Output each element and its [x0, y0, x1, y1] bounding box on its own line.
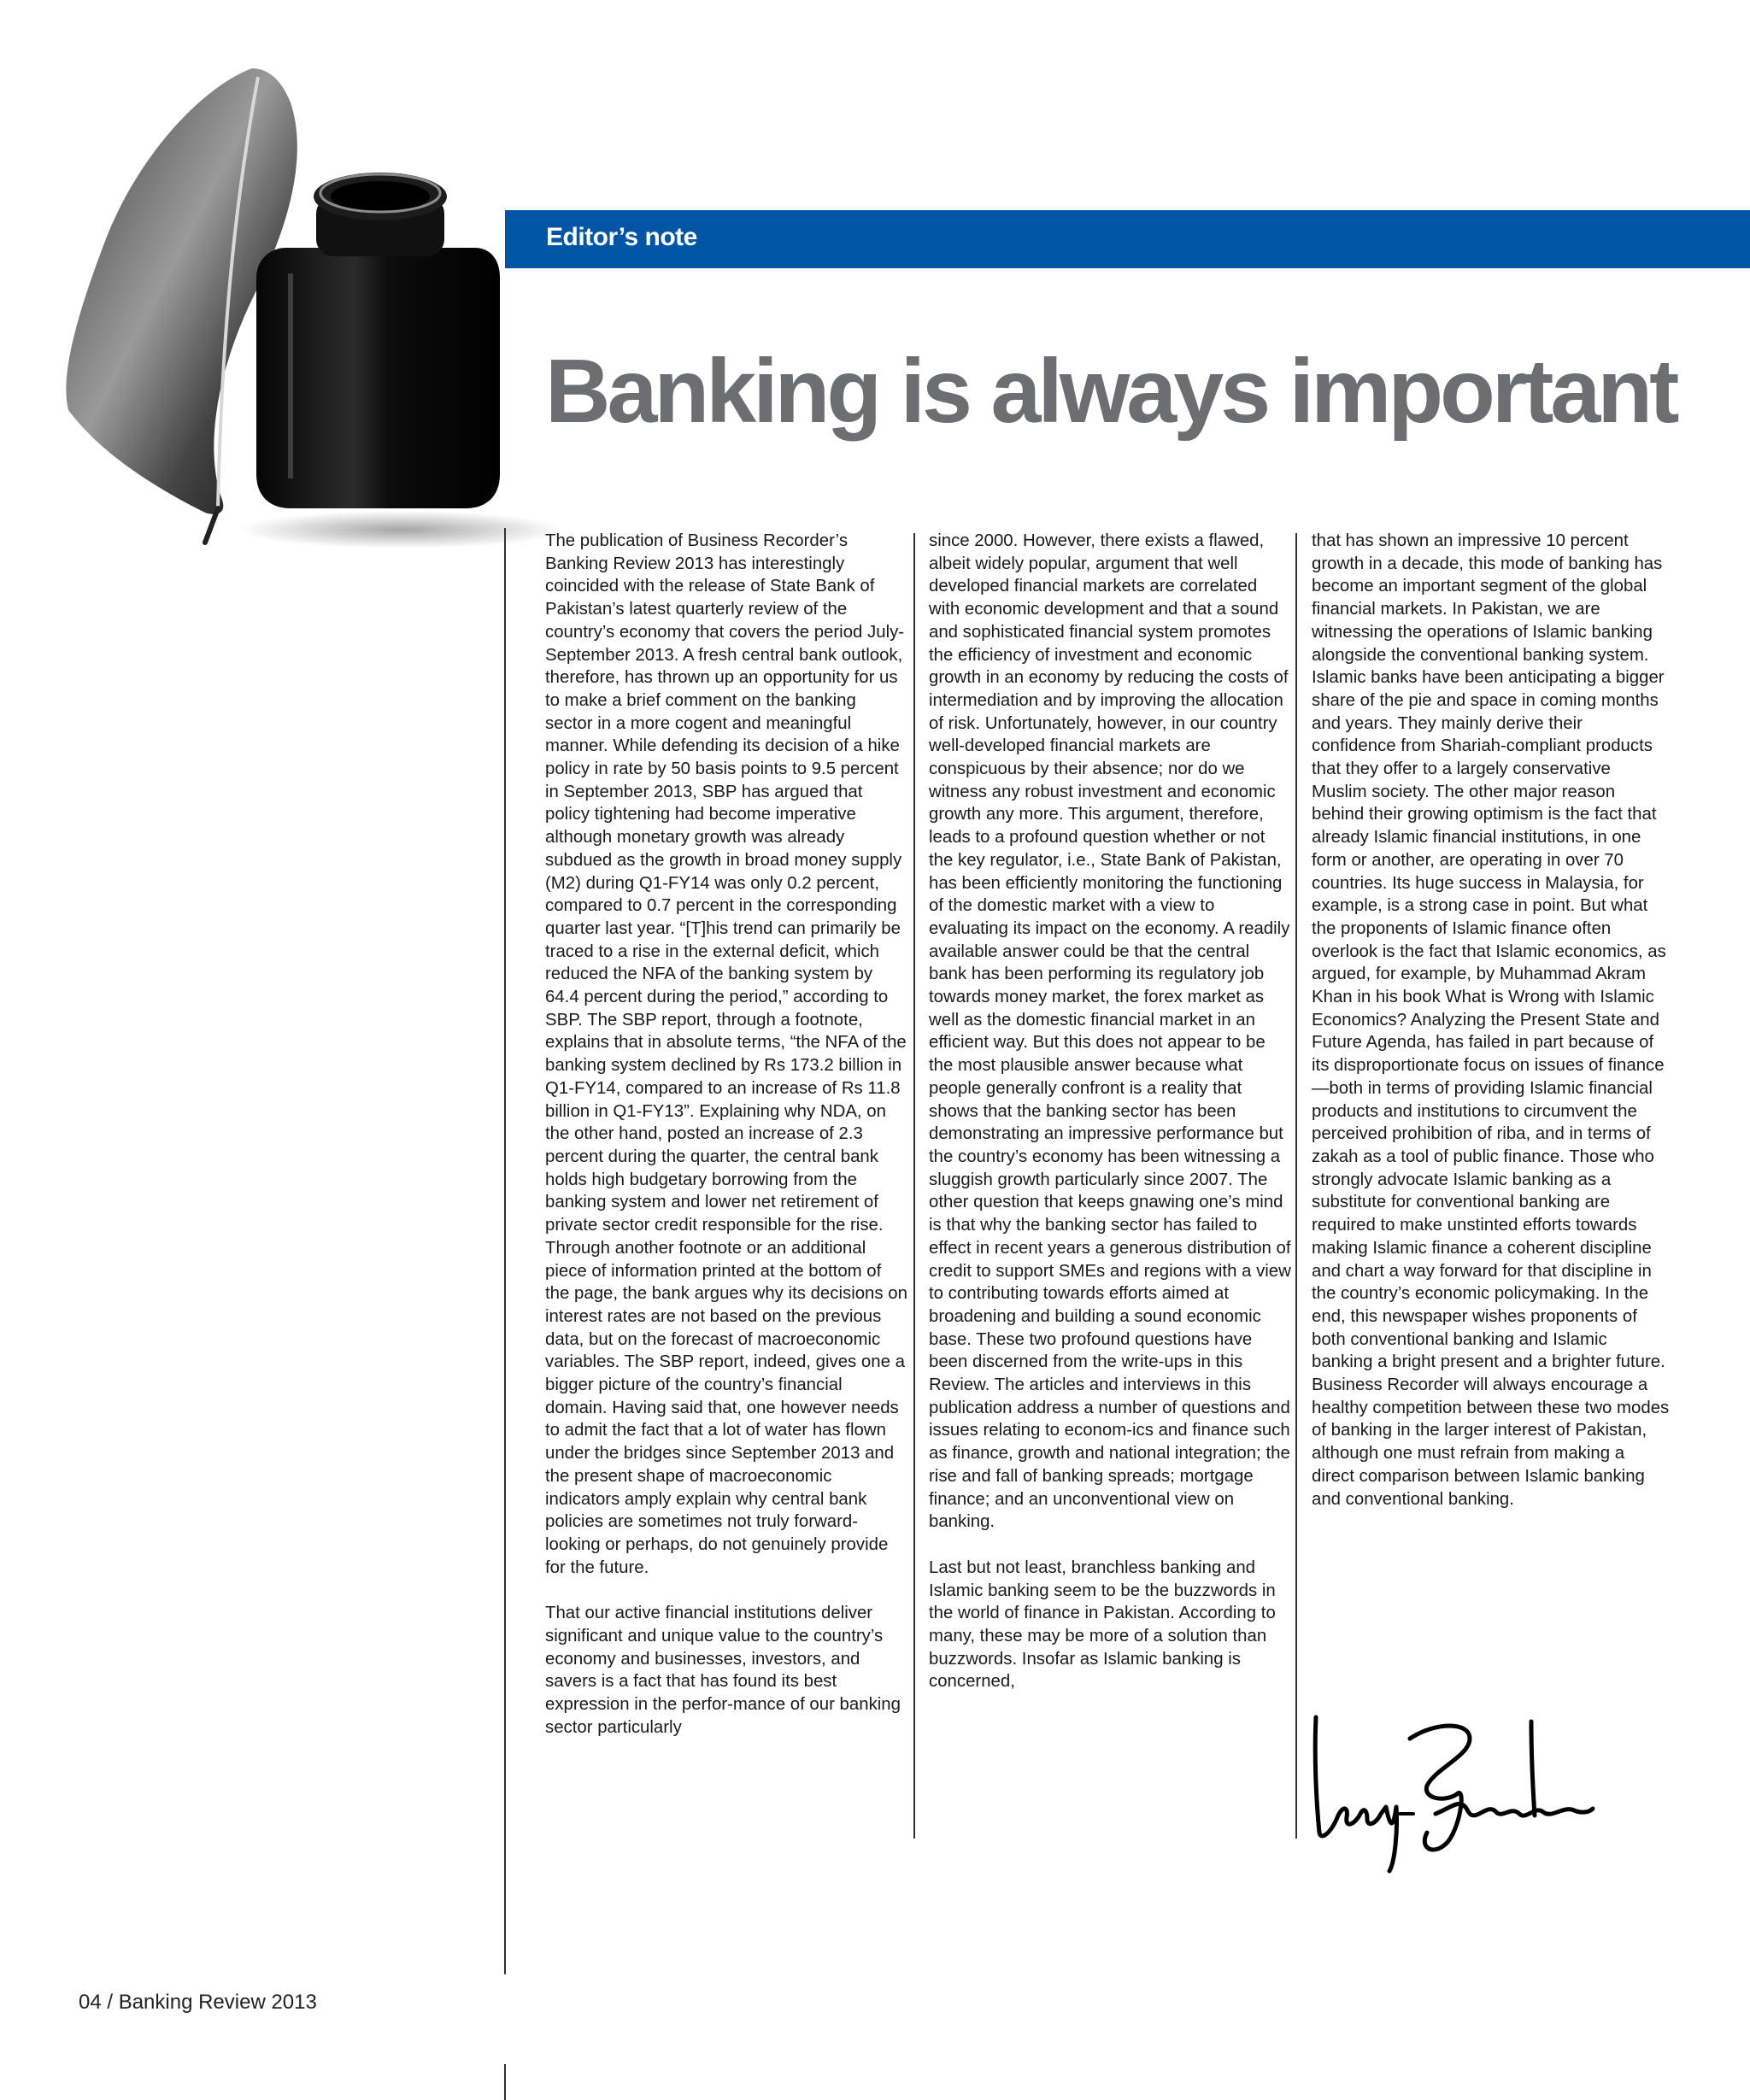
paragraph: Last but not least, branchless banking and Islamic banking seem to be the buzzwords in the world of finance in Pakistan. According to many, these may be more of a solution than buzzwords. Insofar as Islamic banking is concerned, — [929, 1557, 1276, 1692]
paragraph: The publication of Business Recorder’s Banking Review 2013 has interestingly coincided with the release of State Bank of Pakistan’s latest quarterly review of the country’s economy that covers the period July-September 2013. A fresh central bank outlook, therefore, has thrown up an opportunity for us to make a brief comment on the banking sector in a more cogent and meaningful manner. While defending its decision of a hike policy in rate by 50 basis points to 9.5 percent in September 2013, SBP has argued that policy tightening had become imperative although monetary growth was already subdued as the growth in broad money supply (M2) during Q1-FY14 was only 0.2 percent, compared to 0.7 percent in the corresponding quarter last year. “[T]his trend can primarily be traced to a rise in the external deficit, which reduced the NFA of the banking system by 64.4 percent during the period,” according to SBP. The SBP report, through a footnote, explains that in absolute terms, “the NFA of the banking system declined by Rs 173.2 billion in Q1-FY14, compared to an increase of Rs 11.8 billion in Q1-FY13”. Explaining why NDA, on the other hand, posted an increase of 2.3 percent during the quarter, the central bank holds high budgetary borrowing from the banking system and lower net retirement of private sector credit responsible for the rise. Through another footnote or an additional piece of information printed at the bottom of the page, the bank argues why its decisions on interest rates are not based on the previous data, but on the forecast of macroeconomic variables. The SBP report, indeed, gives one a bigger picture of the country’s financial domain. Having said that, one however needs to admit the fact that a lot of water has flown under the bridges since September 2013 and the present shape of macroeconomic indicators amply explain why central bank policies are sometimes not truly forward-looking or perhaps, do not genuinely provide for the future. — [545, 531, 907, 1577]
headline: Banking is always important — [545, 341, 1677, 442]
editor-signature — [1307, 1704, 1598, 1875]
section-label: Editor’s note — [546, 223, 697, 251]
paragraph: since 2000. However, there exists a flawed, albeit widely popular, argument that well developed financial markets are correlated with economic development and that a sound and sophisticated financial system promotes the efficiency of investment and economic growth in an economy by reducing the costs of intermediation and by improving the allocation of risk. Unfortunately, however, in our country well-developed financial markets are conspicuous by their absence; nor do we witness any robust investment and economic growth any more. This argument, therefore, leads to a profound question whether or not the key regulator, i.e., State Bank of Pakistan, has been efficiently monitoring the functioning of the domestic market with a view to evaluating its impact on the economy. A readily available answer could be that the central bank has been performing its regulatory job towards money market, the forex market as well as the domestic financial market in an efficient way. But this does not appear to be the most plausible answer because what people generally confront is a reality that shows that the banking sector has been demonstrating an impressive performance but the country’s economy has been witnessing a sluggish growth particularly since 2007. The other question that keeps gnawing one’s mind is that why the banking sector has failed to effect in recent years a generous distribution of credit to support SMEs and regions with a view to contributing towards efforts aimed at broadening and building a sound economic base. These two profound questions have been discerned from the write-ups in this Review. The articles and interviews in this publication address a number of questions and issues relating to econom-ics and finance such as finance, growth and national integration; the rise and fall of banking spreads; mortgage finance; and an unconventional view on banking. — [929, 531, 1291, 1532]
section-band — [505, 210, 1750, 268]
vertical-rule-bottom — [504, 2064, 506, 2100]
paragraph: that has shown an impressive 10 percent growth in a decade, this mode of banking has become an important segment of the global financial markets. In Pakistan, we are witnessing the operations of Islamic banking alongside the conventional banking system. Islamic banks have been anticipating a bigger share of the pie and space in coming months and years. They mainly derive their confidence from Shariah-compliant products that they offer to a largely conservative Muslim society. The other major reason behind their growing optimism is the fact that already Islamic financial institutions, in one form or another, are operating in over 70 countries. Its huge success in Malaysia, for example, is a strong case in point. But what the proponents of Islamic finance often overlook is the fact that Islamic economics, as argued, for example, by Muhammad Akram Khan in his book What is Wrong with Islamic Economics? Analyzing the Present State and Future Agenda, has failed in part because of its disproportionate focus on issues of finance—both in terms of providing Islamic financial products and institutions to circumvent the perceived prohibition of riba, and in terms of zakah as a tool of public finance. Those who strongly advocate Islamic banking as a substitute for conventional banking are required to make unstinted efforts towards making Islamic finance a coherent discipline and chart a way forward for that discipline in the country’s economic policymaking. In the end, this newspaper wishes proponents of both conventional banking and Islamic banking a bright present and a brighter future. Business Recorder will always encourage a healthy competition between these two modes of banking in the larger interest of Pakistan, although one must refrain from making a direct comparison between Islamic banking and conventional banking. — [1312, 531, 1670, 1509]
signature-icon — [1307, 1704, 1598, 1875]
page-folio: 04 / Banking Review 2013 — [79, 1991, 317, 2014]
quill-inkwell-icon — [34, 51, 564, 564]
column-divider-1 — [913, 533, 915, 1839]
column-divider-2 — [1295, 533, 1297, 1839]
vertical-rule-left — [504, 528, 506, 1974]
article-column-3 — [1312, 530, 1671, 1534]
article-column-1 — [545, 530, 908, 1763]
quill-inkwell-illustration — [34, 51, 564, 564]
article-column-2 — [929, 530, 1292, 1716]
paragraph: That our active financial institutions deliver significant and unique value to the country’s economy and businesses, investors, and savers is a fact that has found its best expression in the perfor-mance of our banking sector particularly — [545, 1604, 901, 1737]
